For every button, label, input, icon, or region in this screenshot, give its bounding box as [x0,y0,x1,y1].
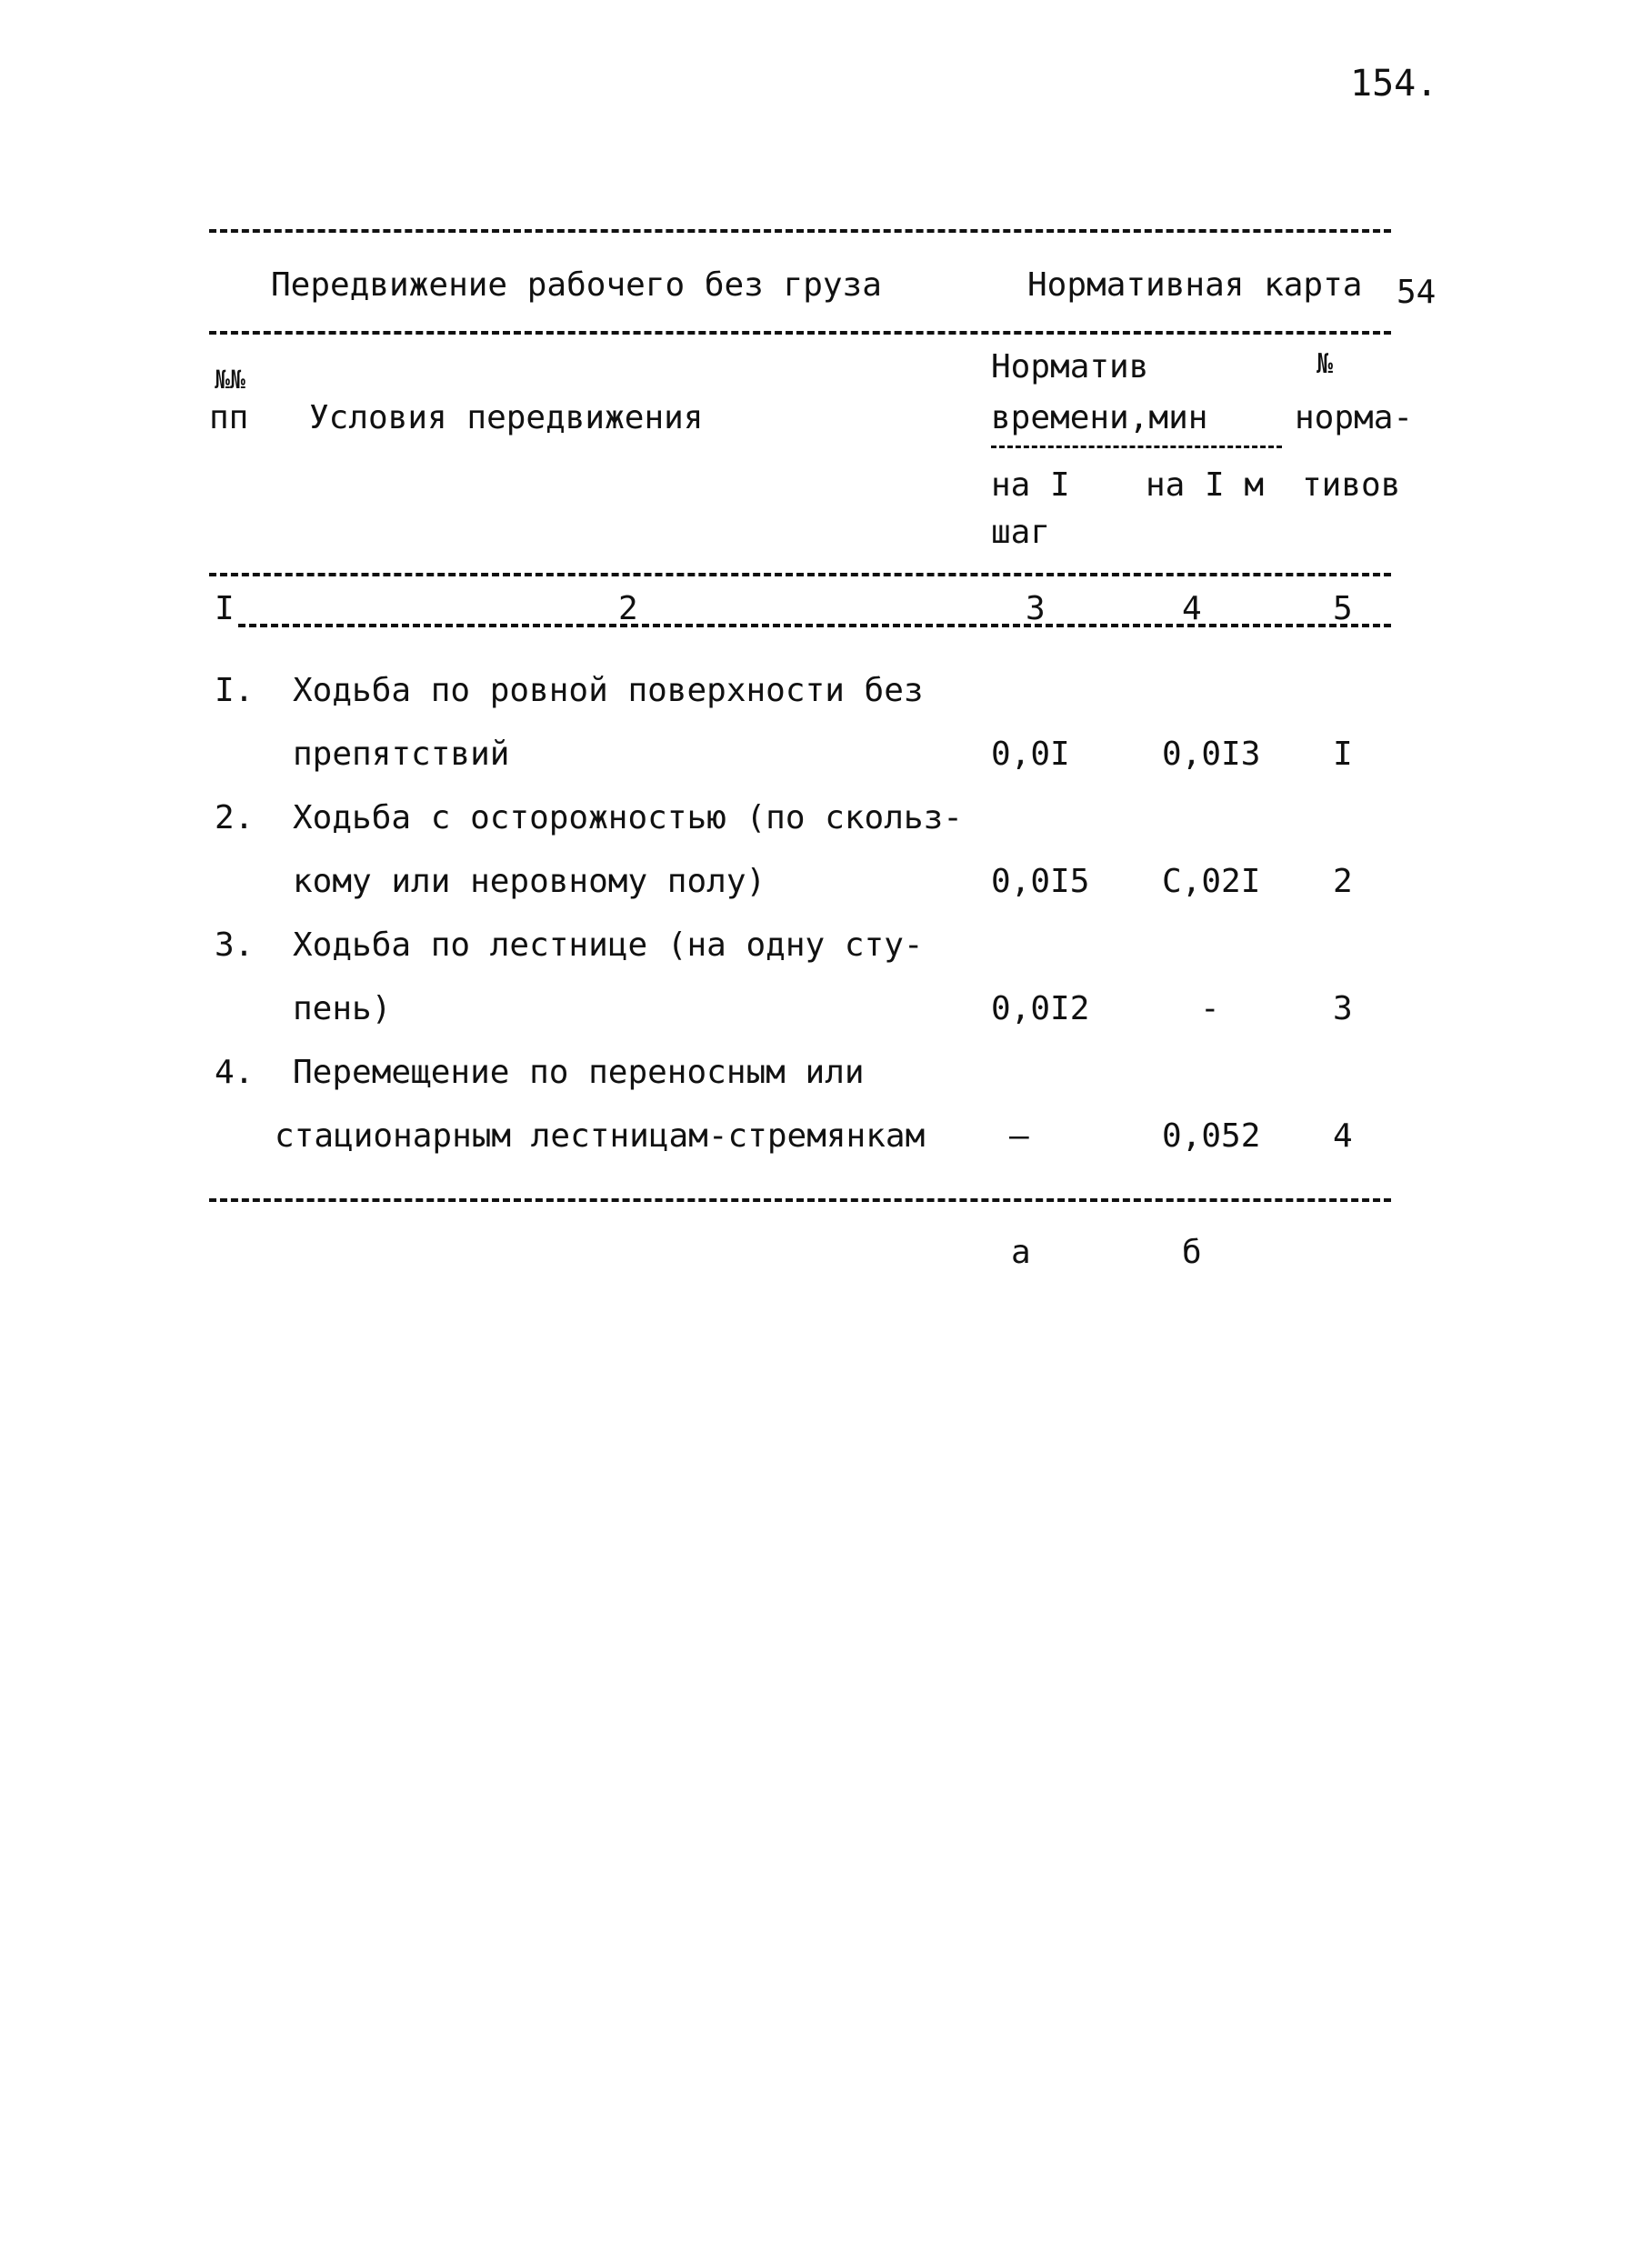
row-2-text: Ходьба с осторожностью (по скольз- [293,799,963,836]
row-4-number: 4. [215,1054,255,1091]
column-number-4: 4 [1182,590,1202,627]
column-per-step-label: на I [991,466,1070,504]
column-numbers-rule [238,624,1391,627]
column-num-label: №№ [215,365,245,395]
row-3-text: Ходьба по лестнице (на одну сту- [293,926,924,964]
row-4-norm: 4 [1333,1117,1353,1155]
column-per-meter-label: на I м [1146,466,1265,504]
row-2-number: 2. [215,799,255,836]
page-number: 154. [1350,63,1438,105]
row-4-per-step: – [1009,1117,1029,1155]
row-4-text-2: стационарным лестницам-стремянкам [275,1117,926,1155]
card-number: 54 [1397,274,1437,311]
row-2-per-meter: С,02I [1162,863,1261,900]
row-1-text: Ходьба по ровной поверхности без [293,672,924,709]
column-number-5: 5 [1333,590,1353,627]
top-rule [209,229,1391,233]
card-label: Нормативная карта [1027,266,1363,304]
row-1-text-2: препятствий [293,736,510,773]
row-2-norm: 2 [1333,863,1353,900]
row-1-per-step: 0,0I [991,736,1070,773]
row-2-per-step: 0,0I5 [991,863,1090,900]
column-number-1: I [215,590,235,627]
column-norm-label-2: времени,мин [991,399,1208,436]
row-3-norm: 3 [1333,990,1353,1027]
column-normnum-label-3: тивов [1302,466,1401,504]
bottom-rule [209,1198,1391,1202]
header-bottom-rule [209,573,1391,576]
column-norm-label: Норматив [991,348,1149,386]
row-3-per-step: 0,0I2 [991,990,1090,1027]
column-normnum-label-2: норма- [1295,399,1414,436]
row-4-text: Перемещение по переносным или [293,1054,865,1091]
column-conditions-label: Условия передвижения [309,399,704,436]
row-3-per-meter: - [1200,990,1220,1027]
row-3-text-2: пень) [293,990,392,1027]
row-2-text-2: кому или неровному полу) [293,863,766,900]
column-num-label-2: пп [209,399,249,436]
norm-subrule [991,446,1282,448]
row-1-norm: I [1333,736,1353,773]
card-title: Передвижение рабочего без груза [271,266,882,304]
row-1-number: I. [215,672,255,709]
column-number-2: 2 [618,590,638,627]
row-1-per-meter: 0,0I3 [1162,736,1261,773]
footer-col-a: а [1011,1234,1031,1271]
column-per-step-label-2: шаг [991,514,1051,551]
row-4-per-meter: 0,052 [1162,1117,1261,1155]
footer-col-b: б [1182,1234,1202,1271]
column-normnum-label: № [1317,348,1334,380]
column-number-3: 3 [1026,590,1046,627]
header-rule [209,331,1391,335]
row-3-number: 3. [215,926,255,964]
